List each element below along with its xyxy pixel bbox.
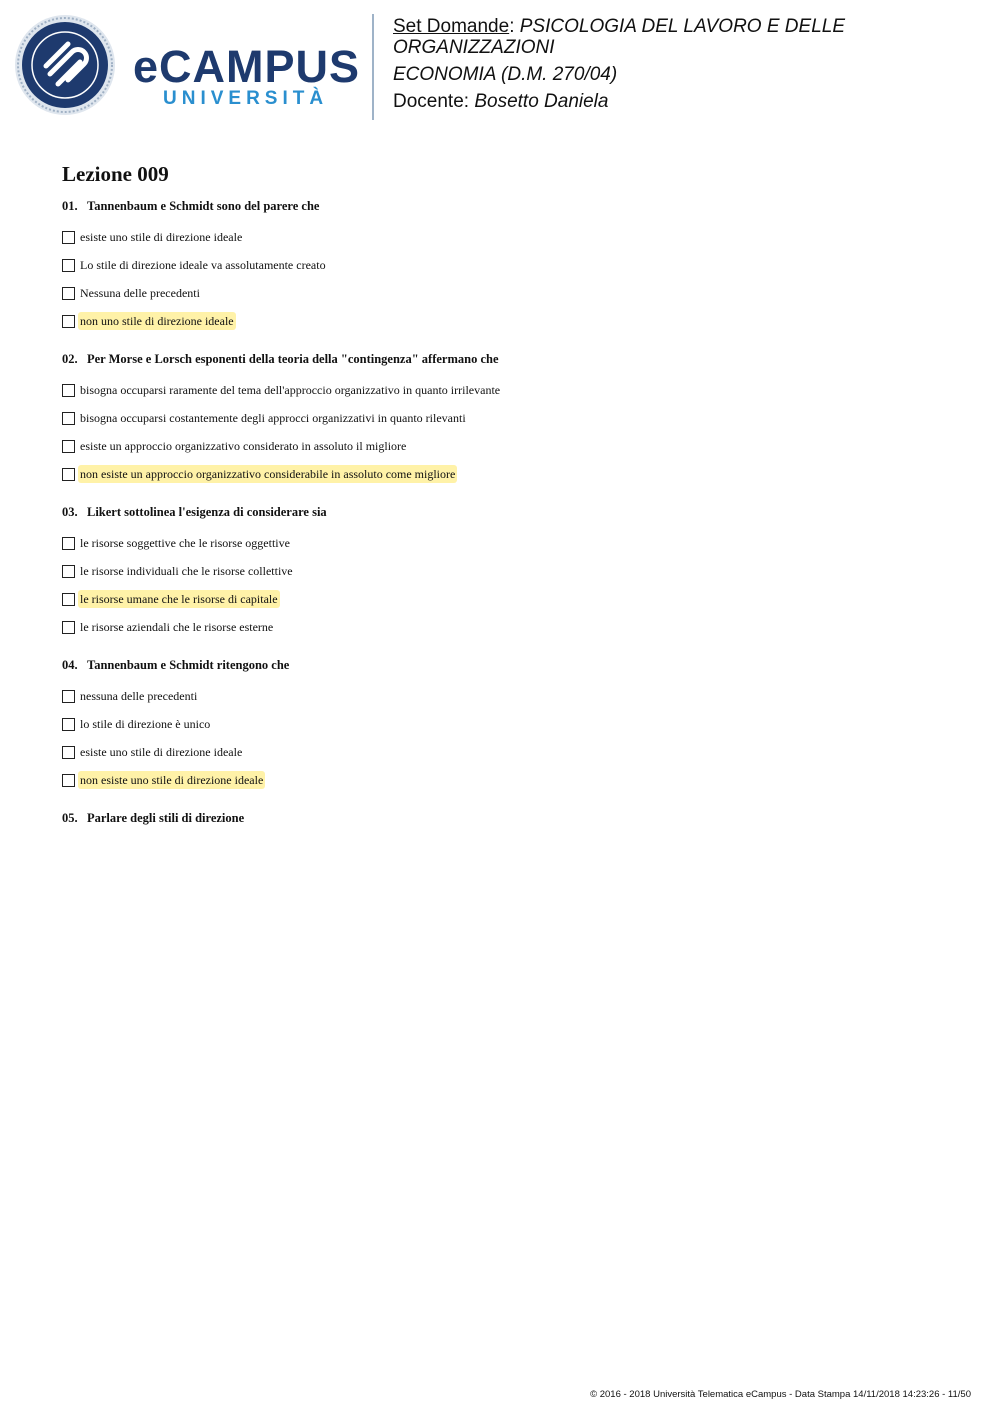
answer-text: bisogna occuparsi costantemente degli approcci organizzativi in quanto rilevanti — [80, 411, 466, 425]
answer-text: le risorse soggettive che le risorse oggettive — [80, 536, 290, 550]
answer-option[interactable] — [62, 279, 962, 307]
answer-text: esiste uno stile di direzione ideale — [80, 230, 243, 244]
answer-option[interactable] — [62, 585, 962, 613]
answer-option[interactable] — [62, 251, 962, 279]
question-text — [62, 504, 962, 520]
question-number: 04. — [62, 658, 78, 672]
header-divider — [372, 14, 374, 120]
answer-option[interactable] — [62, 404, 962, 432]
answer-text: Lo stile di direzione ideale va assolutamente creato — [80, 258, 326, 272]
answer-checkbox[interactable] — [62, 537, 75, 550]
answer-text: Nessuna delle precedenti — [80, 286, 200, 300]
answer-checkbox[interactable] — [62, 440, 75, 453]
course-name-line2: ORGANIZZAZIONI — [393, 37, 555, 58]
answer-option[interactable] — [62, 613, 962, 641]
answer-checkbox[interactable] — [62, 231, 75, 244]
answer-option[interactable] — [62, 557, 962, 585]
answer-option[interactable] — [62, 710, 962, 738]
answer-text: esiste un approccio organizzativo considerato in assoluto il migliore — [80, 439, 407, 453]
answer-text-highlighted: non esiste uno stile di direzione ideale — [80, 773, 264, 787]
answer-checkbox[interactable] — [62, 718, 75, 731]
answer-text-highlighted: le risorse umane che le risorse di capitale — [80, 592, 278, 606]
answer-option[interactable] — [62, 223, 962, 251]
question-block — [62, 198, 962, 335]
answer-checkbox[interactable] — [62, 315, 75, 328]
answer-option[interactable] — [62, 529, 962, 557]
answer-checkbox[interactable] — [62, 259, 75, 272]
answer-option[interactable] — [62, 376, 962, 404]
answer-text-highlighted: non esiste un approccio organizzativo considerabile in assoluto come migliore — [80, 467, 456, 481]
page-header — [0, 0, 1000, 130]
question-text — [62, 351, 962, 367]
question-label: Tannenbaum e Schmidt sono del parere che — [87, 199, 320, 213]
course-info — [393, 16, 973, 112]
answer-option[interactable] — [62, 682, 962, 710]
question-label: Parlare degli stili di direzione — [87, 811, 245, 825]
question-text — [62, 810, 962, 826]
question-block — [62, 504, 962, 641]
answer-checkbox[interactable] — [62, 384, 75, 397]
answer-checkbox[interactable] — [62, 593, 75, 606]
answer-checkbox[interactable] — [62, 774, 75, 787]
ecampus-wordmark — [133, 41, 361, 114]
teacher-label: Docente: — [393, 91, 475, 112]
answer-checkbox[interactable] — [62, 287, 75, 300]
answer-text: esiste uno stile di direzione ideale — [80, 745, 243, 759]
question-number: 02. — [62, 352, 78, 366]
answer-checkbox[interactable] — [62, 412, 75, 425]
answer-checkbox[interactable] — [62, 690, 75, 703]
question-number: 03. — [62, 505, 78, 519]
answer-checkbox[interactable] — [62, 468, 75, 481]
question-label: Likert sottolinea l'esigenza di considerare sia — [87, 505, 327, 519]
question-list — [62, 198, 962, 826]
set-label: Set Domande — [393, 16, 510, 37]
answer-option[interactable] — [62, 738, 962, 766]
question-number: 01. — [62, 199, 78, 213]
answer-text: nessuna delle precedenti — [80, 689, 198, 703]
answer-option[interactable] — [62, 432, 962, 460]
ecampus-seal-logo — [14, 14, 116, 116]
answer-option[interactable] — [62, 307, 962, 335]
teacher-name: Bosetto Daniela — [474, 91, 609, 112]
answer-option[interactable] — [62, 460, 962, 488]
degree-name: ECONOMIA (D.M. 270/04) — [393, 64, 618, 85]
answer-checkbox[interactable] — [62, 746, 75, 759]
answer-checkbox[interactable] — [62, 621, 75, 634]
page-footer: © 2016 - 2018 Università Telematica eCampus - Data Stampa 14/11/2018 14:23:26 - 11/50 — [590, 1389, 971, 1400]
question-block — [62, 810, 962, 826]
brand-subtitle: UNIVERSITÀ — [163, 88, 329, 109]
lesson-title: Lezione 009 — [62, 162, 169, 186]
question-number: 05. — [62, 811, 78, 825]
brand-name: eCAMPUS — [133, 41, 361, 92]
question-block — [62, 351, 962, 488]
question-block — [62, 657, 962, 794]
question-text — [62, 657, 962, 673]
answer-text: lo stile di direzione è unico — [80, 717, 211, 731]
answer-checkbox[interactable] — [62, 565, 75, 578]
question-text — [62, 198, 962, 214]
answer-text-highlighted: non uno stile di direzione ideale — [80, 314, 234, 328]
answer-option[interactable] — [62, 766, 962, 794]
answer-text: le risorse individuali che le risorse collettive — [80, 564, 293, 578]
question-set — [62, 162, 962, 842]
course-name-line1: PSICOLOGIA DEL LAVORO E DELLE — [519, 16, 845, 37]
set-separator: : — [509, 16, 520, 37]
answer-text: bisogna occuparsi raramente del tema dell'approccio organizzativo in quanto irrilevante — [80, 383, 501, 397]
question-label: Per Morse e Lorsch esponenti della teoria della "contingenza" affermano che — [87, 352, 499, 366]
answer-text: le risorse aziendali che le risorse esterne — [80, 620, 274, 634]
question-label: Tannenbaum e Schmidt ritengono che — [87, 658, 290, 672]
